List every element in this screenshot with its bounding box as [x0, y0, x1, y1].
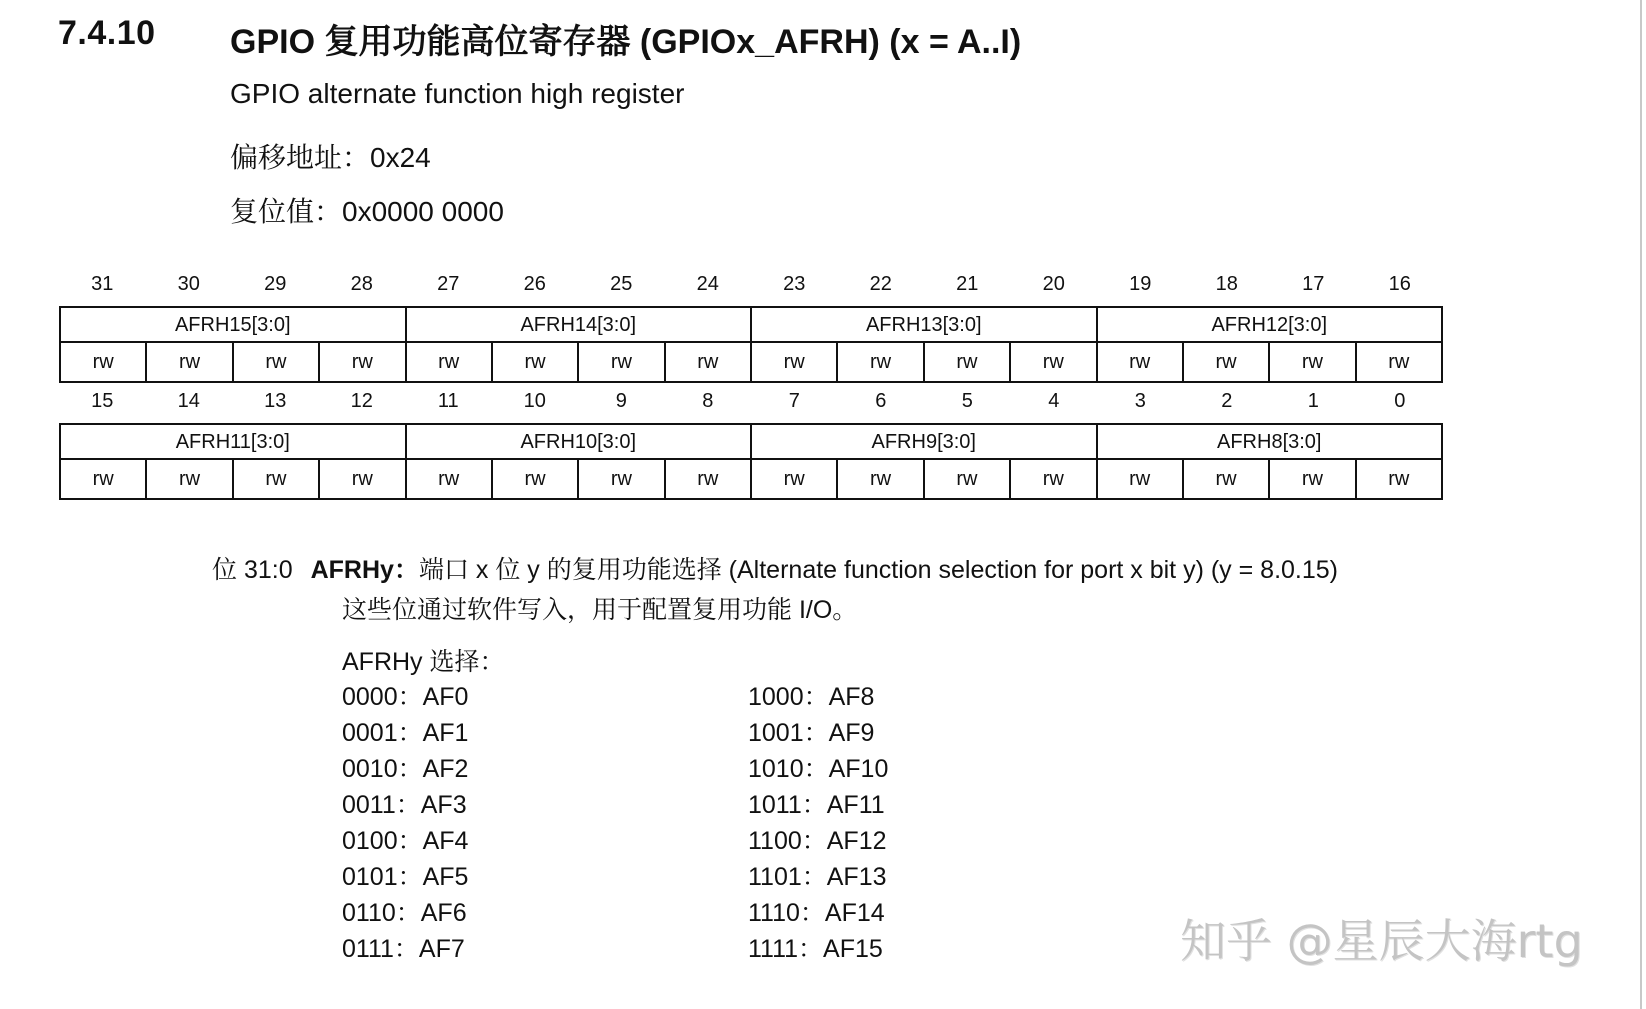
access-cell: rw — [750, 460, 836, 498]
access-cell: rw — [232, 343, 318, 381]
selection-item: 1111：AF15 — [748, 935, 883, 963]
bit-number: 17 — [1302, 273, 1325, 295]
field-cell: AFRH13[3:0] — [750, 308, 1096, 341]
selection-item: 0011：AF3 — [342, 791, 467, 819]
field-cell: AFRH9[3:0] — [750, 425, 1096, 458]
reset-value-text: 0x0000 0000 — [342, 196, 504, 227]
bit-number: 16 — [1388, 273, 1411, 295]
selection-list-left — [342, 679, 468, 967]
bit-number: 18 — [1215, 273, 1238, 295]
section-number: 7.4.10 — [58, 14, 156, 52]
access-cell: rw — [923, 343, 1009, 381]
access-cell: rw — [491, 343, 577, 381]
field-cell: AFRH8[3:0] — [1096, 425, 1442, 458]
access-cell: rw — [145, 460, 231, 498]
access-cell: rw — [1182, 460, 1268, 498]
access-cell: rw — [1268, 343, 1354, 381]
selection-item: 0110：AF6 — [342, 899, 467, 927]
bit-number: 2 — [1221, 390, 1233, 412]
bit-number: 24 — [696, 273, 719, 295]
access-cell: rw — [318, 343, 404, 381]
access-cell: rw — [1355, 460, 1441, 498]
bit-number: 10 — [523, 390, 546, 412]
field-cell: AFRH12[3:0] — [1096, 308, 1442, 341]
bit-number: 30 — [177, 273, 200, 295]
access-cell: rw — [664, 460, 750, 498]
access-cell: rw — [92, 468, 114, 490]
access-cell: rw — [318, 460, 404, 498]
bit-number: 14 — [177, 390, 200, 412]
watermark: 知乎 @星辰大海rtg — [1180, 914, 1583, 968]
bit-number: 9 — [615, 390, 627, 412]
access-cell: rw — [577, 460, 663, 498]
access-cell: rw — [577, 343, 663, 381]
field-name-row — [59, 306, 1443, 343]
selection-label: AFRHy 选择： — [342, 648, 505, 676]
bit-number: 22 — [869, 273, 892, 295]
access-cell: rw — [1096, 343, 1182, 381]
field-name-row — [59, 423, 1443, 460]
bit-number: 27 — [437, 273, 460, 295]
bit-number: 8 — [702, 390, 714, 412]
bit-number: 5 — [961, 390, 973, 412]
field-description-text: 端口 x 位 y 的复用功能选择 (Alternate function selection for port x bit y) (y = 8.0.15) — [418, 556, 1338, 584]
register-table-low — [59, 387, 1443, 500]
selection-item: 1001：AF9 — [748, 719, 875, 747]
register-table-high — [59, 270, 1443, 383]
field-name: AFRHy： — [310, 556, 419, 584]
access-row — [59, 343, 1443, 383]
selection-item: 0100：AF4 — [342, 827, 469, 855]
selection-item: 1000：AF8 — [748, 683, 875, 711]
selection-item: 1010：AF10 — [748, 755, 889, 783]
access-cell: rw — [664, 343, 750, 381]
field-description — [212, 550, 1338, 586]
field-note: 这些位通过软件写入，用于配置复用功能 I/O。 — [342, 596, 858, 624]
bit-number-row — [59, 387, 1443, 423]
access-cell: rw — [145, 343, 231, 381]
access-cell: rw — [836, 343, 922, 381]
access-cell: rw — [1182, 343, 1268, 381]
bit-number: 29 — [264, 273, 287, 295]
field-cell: AFRH11[3:0] — [175, 431, 290, 453]
bit-number: 21 — [956, 273, 979, 295]
selection-item: 0111：AF7 — [342, 935, 465, 963]
selection-item: 1011：AF11 — [748, 791, 885, 819]
field-cell: AFRH15[3:0] — [174, 314, 291, 336]
bit-number: 19 — [1129, 273, 1152, 295]
access-cell: rw — [1009, 343, 1095, 381]
bit-number: 3 — [1134, 390, 1146, 412]
bit-number: 7 — [788, 390, 800, 412]
access-cell: rw — [1096, 460, 1182, 498]
bit-range: 位 31:0 — [212, 556, 293, 584]
selection-item: 0101：AF5 — [342, 863, 469, 891]
field-cell: AFRH10[3:0] — [405, 425, 751, 458]
section-title: GPIO 复用功能高位寄存器 (GPIOx_AFRH) (x = A..I) — [230, 23, 1022, 61]
selection-item: 1101：AF13 — [748, 863, 887, 891]
selection-item: 1100：AF12 — [748, 827, 887, 855]
offset-address — [230, 136, 431, 176]
bit-number: 0 — [1394, 390, 1406, 412]
selection-item: 1110：AF14 — [748, 899, 885, 927]
bit-number: 28 — [350, 273, 373, 295]
access-cell: rw — [1268, 460, 1354, 498]
access-cell: rw — [405, 460, 491, 498]
bit-number: 25 — [610, 273, 633, 295]
access-cell: rw — [491, 460, 577, 498]
access-cell: rw — [92, 351, 114, 373]
selection-list-right — [748, 679, 888, 967]
access-row — [59, 460, 1443, 500]
access-cell: rw — [405, 343, 491, 381]
access-cell: rw — [923, 460, 1009, 498]
bit-number: 15 — [91, 390, 114, 412]
bit-number: 1 — [1307, 390, 1319, 412]
access-cell: rw — [836, 460, 922, 498]
selection-item: 0001：AF1 — [342, 719, 469, 747]
access-cell: rw — [750, 343, 836, 381]
bit-number: 12 — [350, 390, 373, 412]
bit-number: 26 — [523, 273, 546, 295]
reset-label: 复位值： — [230, 195, 343, 228]
reset-value — [230, 190, 504, 230]
access-cell: rw — [232, 460, 318, 498]
bit-number: 23 — [783, 273, 806, 295]
page-edge-divider — [1640, 0, 1642, 1009]
bit-number: 11 — [437, 390, 459, 412]
bit-number: 20 — [1042, 273, 1065, 295]
bit-number: 13 — [264, 390, 287, 412]
access-cell: rw — [1009, 460, 1095, 498]
bit-number-row — [59, 270, 1443, 306]
selection-item: 0000：AF0 — [342, 683, 469, 711]
field-cell: AFRH14[3:0] — [405, 308, 751, 341]
selection-item: 0010：AF2 — [342, 755, 469, 783]
section-subtitle: GPIO alternate function high register — [230, 78, 685, 109]
offset-value: 0x24 — [370, 142, 431, 173]
offset-label: 偏移地址： — [230, 141, 371, 174]
access-cell: rw — [1355, 343, 1441, 381]
bit-number: 6 — [875, 390, 887, 412]
bit-number: 4 — [1048, 390, 1060, 412]
bit-number: 31 — [91, 273, 114, 295]
